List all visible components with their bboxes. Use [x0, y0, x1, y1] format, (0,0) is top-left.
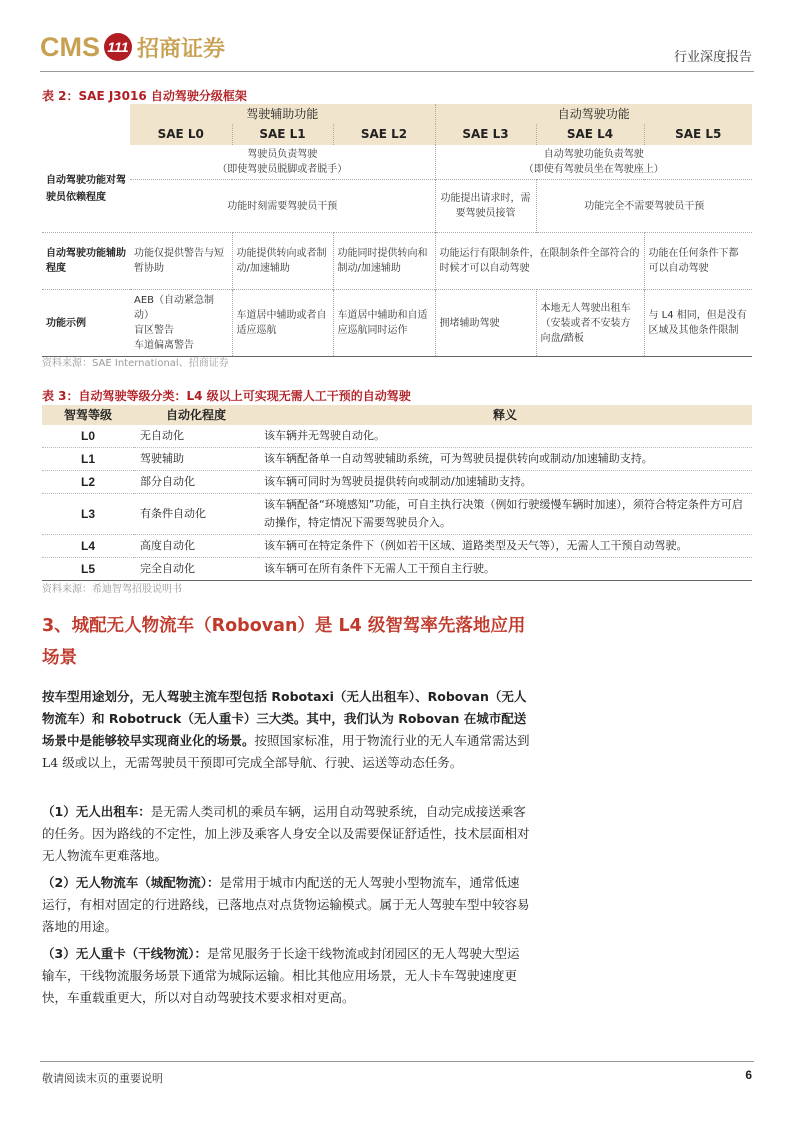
- column-header: 智驾等级: [42, 405, 134, 425]
- paragraph-robotruck: [42, 943, 530, 1009]
- table2-caption: 表 2：SAE J3016 自动驾驶分级框架: [42, 89, 247, 103]
- footer-note: 敬请阅读末页的重要说明: [42, 1072, 163, 1085]
- level-cell: L1: [42, 448, 134, 471]
- logo-cms-text: CMS: [40, 31, 100, 62]
- autonomy-levels-table: [42, 405, 752, 581]
- paragraph-robotaxi: [42, 801, 530, 867]
- cell-system-responsible: 自动驾驶功能负责驾驶 （即使有驾驶员坐在驾驶座上）: [523, 149, 664, 175]
- group-header-assist: 驾驶辅助功能: [130, 104, 435, 124]
- cell-always-intervene: 功能时刻需要驾驶员干预: [130, 180, 435, 233]
- level-header: SAE L0: [130, 124, 232, 145]
- degree-cell: 完全自动化: [134, 558, 258, 581]
- cell-l4-example: 本地无人驾驶出租车（安装或者不安装方向盘/踏板: [536, 290, 644, 357]
- level-cell: L3: [42, 494, 134, 535]
- level-header: SAE L3: [435, 124, 536, 145]
- paragraph-robotaxi-bold: （1）无人出租车：: [42, 804, 151, 819]
- cell-no-intervention: 功能完全不需要驾驶员干预: [536, 180, 752, 233]
- level-cell: L2: [42, 471, 134, 494]
- cell-l0-assist: 功能仅提供警告与短暂协助: [130, 233, 232, 290]
- logo-chinese-text: 招商证券: [137, 36, 226, 62]
- description-cell: 该车辆可同时为驾驶员提供转向或制动/加速辅助支持。: [258, 471, 752, 494]
- table-row: [42, 535, 752, 558]
- cell-l2-example: 车道居中辅助和自适应巡航同时运作: [333, 290, 435, 357]
- level-cell: L0: [42, 425, 134, 448]
- description-cell: 该车辆配备“环境感知”功能，可自主执行决策（例如行驶缓慢车辆时加速），须符合特定条件方可启动操作，特定情况下需要驾驶员介入。: [258, 494, 752, 535]
- table3-source: 资料来源：希迪智驾招股说明书: [42, 584, 182, 595]
- degree-cell: 有条件自动化: [134, 494, 258, 535]
- level-cell: L5: [42, 558, 134, 581]
- header-divider: [40, 71, 754, 72]
- cell-l0-example: AEB（自动紧急制动） 盲区警告 车道偏离警告: [130, 290, 232, 357]
- table-row: [42, 448, 752, 471]
- paragraph-robotaxi-text: 是无需人类司机的乘员车辆，运用自动驾驶系统，自动完成接送乘客的任务。因为路线的不定性，加上涉及乘客人身安全以及需要保证舒适性，技术层面相对无人物流车更难落地。: [42, 804, 530, 863]
- cell-takeover-request: 功能提出请求时，需要驾驶员接管: [435, 180, 536, 233]
- page-number: 6: [745, 1068, 752, 1082]
- table-row: [42, 558, 752, 581]
- paragraph-intro-bold: 按车型用途划分，无人驾驶主流车型包括 Robotaxi（无人出租车）、Robovan（无人物流车）和 Robotruck（无人重卡）三大类。其中，我们认为 Robovan 在城市配送场景中是能够较早实现商业化的场景。: [42, 689, 527, 748]
- column-header: 自动化程度: [134, 405, 258, 425]
- paragraph-robovan: [42, 872, 530, 938]
- table-row: [42, 425, 752, 448]
- cell-l1-example: 车道居中辅助或者自适应巡航: [232, 290, 333, 357]
- level-header: SAE L4: [536, 124, 644, 145]
- company-logo: [40, 30, 225, 64]
- table3-caption: 表 3：自动驾驶等级分类：L4 级以上可实现无需人工干预的自动驾驶: [42, 389, 411, 403]
- degree-cell: 部分自动化: [134, 471, 258, 494]
- cell-l5-example: 与 L4 相同，但是没有区域及其他条件限制: [644, 290, 752, 357]
- description-cell: 该车辆可在特定条件下（例如若干区域、道路类型及天气等），无需人工干预自动驾驶。: [258, 535, 752, 558]
- paragraph-robotruck-text: 是常见服务于长途干线物流或封闭园区的无人驾驶大型运输车，干线物流服务场景下通常为城际运输。相比其他应用场景，无人卡车驾驶速度更快，车重载重更大，所以对自动驾驶技术要求相对更高。: [42, 946, 520, 1005]
- report-type: 行业深度报告: [673, 50, 752, 65]
- logo-mark-icon: 111: [104, 33, 132, 61]
- group-header-auto: 自动驾驶功能: [435, 104, 752, 124]
- cell-l5-assist: 功能在任何条件下都可以自动驾驶: [644, 233, 752, 290]
- cell-l3-example: 拥堵辅助驾驶: [435, 290, 536, 357]
- degree-cell: 驾驶辅助: [134, 448, 258, 471]
- degree-cell: 无自动化: [134, 425, 258, 448]
- sae-levels-table: [42, 104, 752, 357]
- description-cell: 该车辆可在所有条件下无需人工干预自主行驶。: [258, 558, 752, 581]
- table-row: [42, 494, 752, 535]
- row-header-dependency: 自动驾驶功能对驾驶员依赖程度: [46, 174, 126, 203]
- paragraph-robotruck-bold: （3）无人重卡（干线物流）：: [42, 946, 207, 961]
- level-cell: L4: [42, 535, 134, 558]
- cell-l3-l4-assist: 功能运行有限制条件，在限制条件全部符合的时候才可以自动驾驶: [435, 233, 644, 290]
- description-cell: 该车辆配备单一自动驾驶辅助系统，可为驾驶员提供转向或制动/加速辅助支持。: [258, 448, 752, 471]
- footer-divider: [40, 1061, 754, 1062]
- table2-source: 资料来源：SAE International、招商证券: [42, 358, 229, 369]
- description-cell: 该车辆并无驾驶自动化。: [258, 425, 752, 448]
- degree-cell: 高度自动化: [134, 535, 258, 558]
- cell-driver-responsible: 驾驶员负责驾驶 （即使驾驶员脱脚或者脱手）: [130, 145, 435, 180]
- paragraph-intro-text: 按照国家标准，用于物流行业的无人车通常需达到 L4 级或以上，无需驾驶员干预即可完成全部导航、行驶、运送等动态任务。: [42, 733, 530, 770]
- paragraph-robovan-text: 是常用于城市内配送的无人驾驶小型物流车，通常低速运行，有相对固定的行进路线，已落地点对点货物运输模式。属于无人驾驶车型中较容易落地的用途。: [42, 875, 530, 934]
- paragraph-robovan-bold: （2）无人物流车（城配物流）：: [42, 875, 220, 890]
- paragraph-intro: [42, 686, 530, 774]
- row-header-examples: 功能示例: [42, 290, 130, 357]
- section-heading: 3、城配无人物流车（Robovan）是 L4 级智驾率先落地应用场景: [42, 616, 526, 668]
- row-header-assist-degree: 自动驾驶功能辅助程度: [42, 233, 130, 290]
- cell-l1-assist: 功能提供转向或者制动/加速辅助: [232, 233, 333, 290]
- level-header: SAE L1: [232, 124, 333, 145]
- table-row: [42, 471, 752, 494]
- level-header: SAE L2: [333, 124, 435, 145]
- cell-l2-assist: 功能同时提供转向和制动/加速辅助: [333, 233, 435, 290]
- column-header: 释义: [258, 405, 752, 425]
- level-header: SAE L5: [644, 124, 752, 145]
